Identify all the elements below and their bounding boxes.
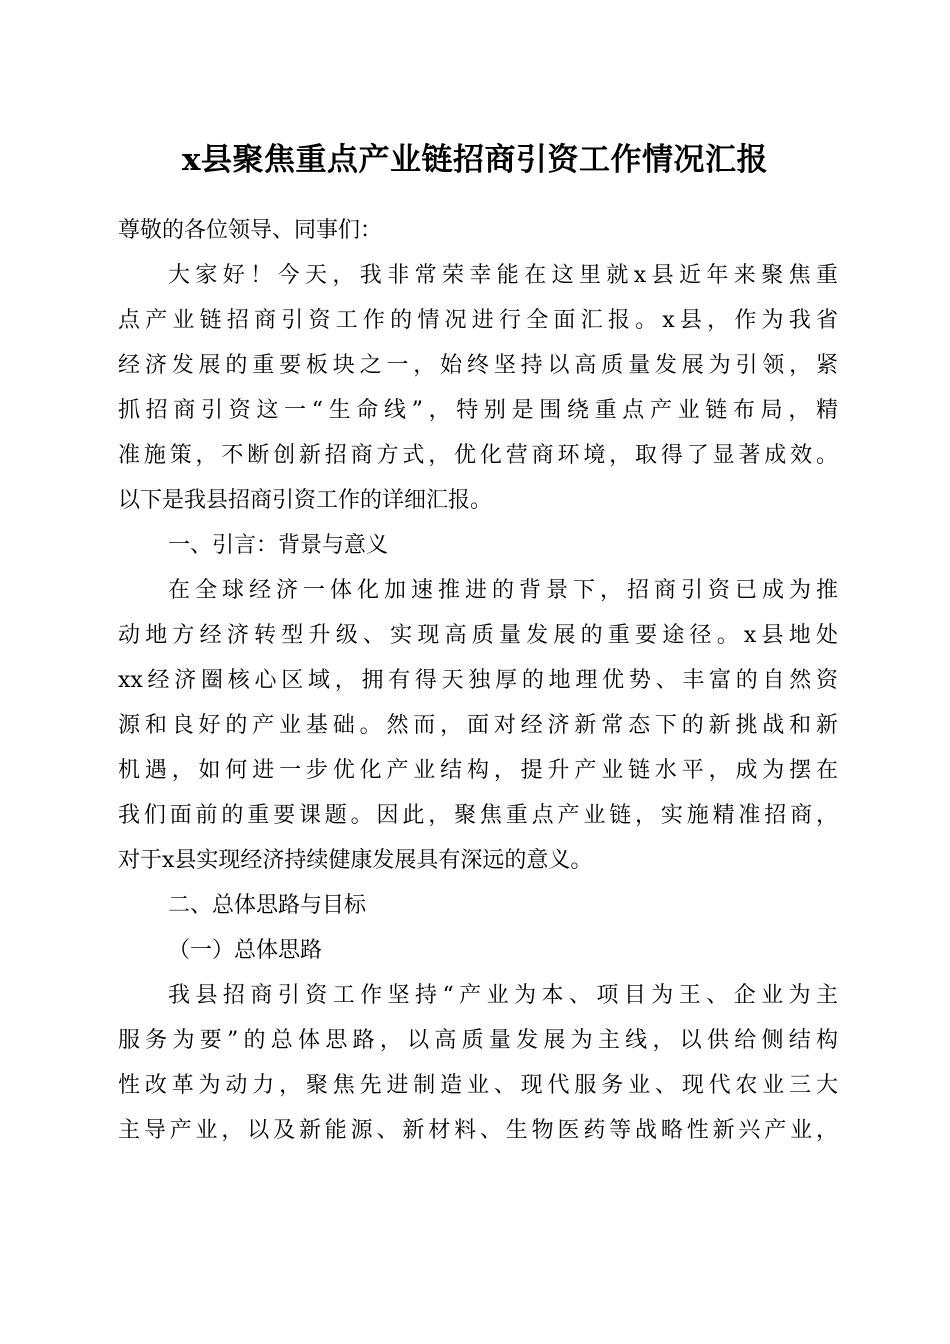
intro-line: 以下是我县招商引资工作的详细汇报。 — [118, 488, 493, 513]
intro-line: 经济发展的重要板块之一，始终坚持以高质量发展为引领，紧 — [118, 353, 838, 378]
section1-line: xx经济圈核心区域，拥有得天独厚的地理优势、丰富的自然资 — [118, 668, 838, 693]
section1-line: 源和良好的产业基础。然而，面对经济新常态下的新挑战和新 — [118, 713, 838, 738]
section1-line: 对于x县实现经济持续健康发展具有深远的意义。 — [118, 848, 593, 873]
section1-line: 我们面前的重要课题。因此，聚焦重点产业链，实施精准招商， — [118, 803, 838, 828]
intro-line: 点产业链招商引资工作的情况进行全面汇报。x县，作为我省 — [118, 308, 838, 333]
document-title: x县聚焦重点产业链招商引资工作情况汇报 — [182, 142, 768, 178]
document-body — [118, 208, 838, 1153]
sub-heading-1: （一）总体思路 — [168, 938, 323, 963]
section2-line: 服务为要”的总体思路，以高质量发展为主线，以供给侧结构 — [118, 1028, 838, 1053]
salutation: 尊敬的各位领导、同事们： — [118, 218, 383, 243]
section1-line: 在全球经济一体化加速推进的背景下，招商引资已成为推 — [168, 578, 838, 603]
intro-line: 大家好！今天，我非常荣幸能在这里就x县近年来聚焦重 — [168, 263, 838, 288]
section-heading-2: 二、总体思路与目标 — [168, 893, 367, 918]
section1-line: 机遇，如何进一步优化产业结构，提升产业链水平，成为摆在 — [118, 758, 838, 783]
section-heading-1: 一、引言：背景与意义 — [168, 533, 389, 558]
section1-line: 动地方经济转型升级、实现高质量发展的重要途径。x县地处 — [118, 623, 838, 648]
intro-line: 抓招商引资这一“生命线”，特别是围绕重点产业链布局，精 — [118, 398, 838, 423]
section2-line: 性改革为动力，聚焦先进制造业、现代服务业、现代农业三大 — [118, 1073, 838, 1098]
section2-line: 我县招商引资工作坚持“产业为本、项目为王、企业为主 — [168, 983, 838, 1008]
section2-line: 主导产业，以及新能源、新材料、生物医药等战略性新兴产业， — [118, 1118, 838, 1143]
intro-line: 准施策，不断创新招商方式，优化营商环境，取得了显著成效。 — [118, 443, 838, 468]
